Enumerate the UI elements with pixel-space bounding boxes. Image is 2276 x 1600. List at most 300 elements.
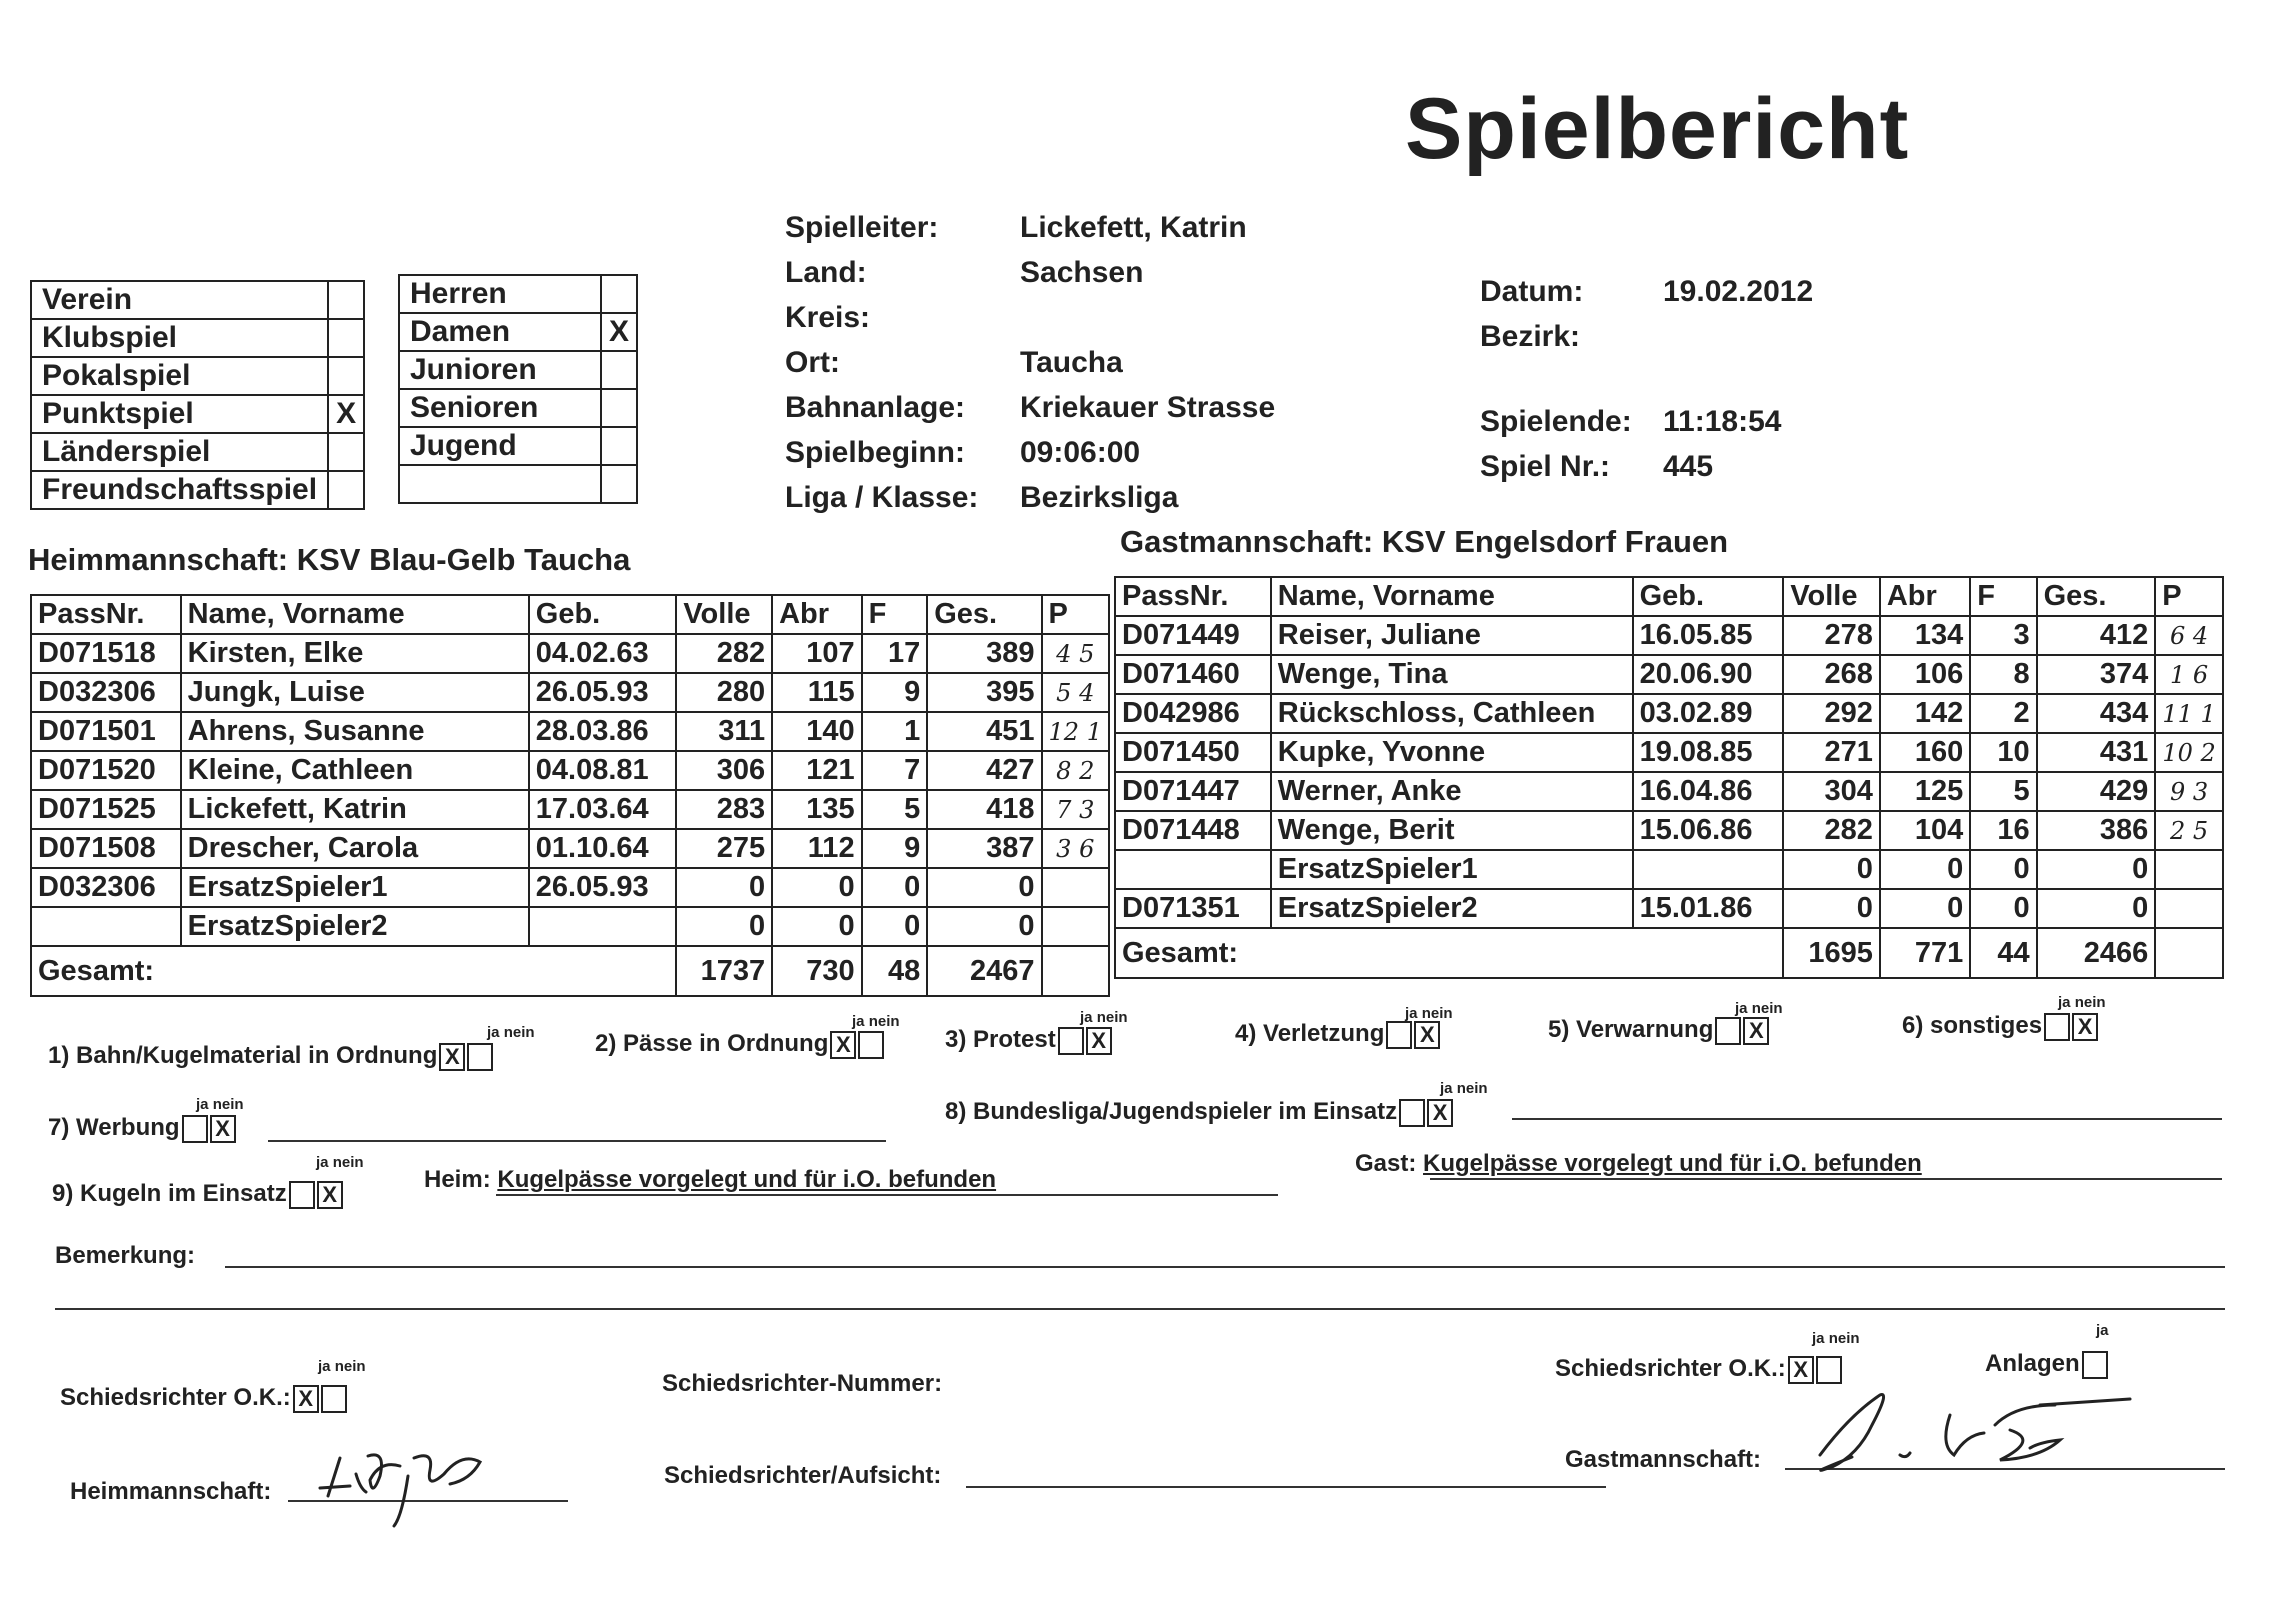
nein-caption: nein bbox=[212, 1096, 244, 1113]
geb-cell: 15.06.86 bbox=[1633, 811, 1784, 850]
question-label: 1) Bahn/Kugelmaterial in Ordnung bbox=[48, 1042, 438, 1069]
pass-cell bbox=[31, 907, 181, 946]
ges-cell: 0 bbox=[2037, 850, 2156, 889]
yn-caption bbox=[1812, 1330, 1860, 1347]
abr-cell: 135 bbox=[772, 790, 862, 829]
sr-ok-left bbox=[60, 1384, 347, 1413]
name-cell: Drescher, Carola bbox=[181, 829, 529, 868]
q9-ja-checkbox[interactable] bbox=[289, 1181, 315, 1209]
ges-cell: 387 bbox=[927, 829, 1041, 868]
game-type-mark bbox=[328, 433, 364, 471]
anlagen-label: Anlagen bbox=[1985, 1350, 2080, 1377]
meta-row bbox=[785, 208, 1275, 253]
name-cell: Ahrens, Susanne bbox=[181, 712, 529, 751]
game-type-row bbox=[31, 319, 364, 357]
f-cell: 5 bbox=[1970, 772, 2036, 811]
geb-cell: 26.05.93 bbox=[529, 673, 677, 712]
question-label: 5) Verwarnung bbox=[1548, 1016, 1714, 1043]
yn-caption bbox=[852, 1013, 900, 1030]
volle-cell: 306 bbox=[676, 751, 772, 790]
table-row bbox=[31, 634, 1109, 673]
game-type-row bbox=[31, 357, 364, 395]
meta-label: Spielbeginn: bbox=[785, 436, 965, 469]
sr-ok-left-ja-checkbox[interactable]: X bbox=[293, 1385, 319, 1413]
question-6 bbox=[1902, 1012, 2098, 1041]
abr-cell: 106 bbox=[1880, 655, 1970, 694]
nein-caption: nein bbox=[1751, 1000, 1783, 1017]
col-header: PassNr. bbox=[31, 595, 181, 634]
game-type-mark bbox=[328, 319, 364, 357]
ges-cell: 434 bbox=[2037, 694, 2156, 733]
meta-row bbox=[785, 253, 1275, 298]
name-cell: Wenge, Berit bbox=[1271, 811, 1633, 850]
f-cell: 10 bbox=[1970, 733, 2036, 772]
ja-caption: ja bbox=[852, 1013, 865, 1030]
category-label: Herren bbox=[399, 275, 601, 313]
q5-nein-checkbox[interactable]: X bbox=[1743, 1017, 1769, 1045]
nein-caption: nein bbox=[1096, 1009, 1128, 1026]
bemerkung-label: Bemerkung: bbox=[55, 1242, 196, 1269]
table-header-row bbox=[1115, 577, 2223, 616]
ja-caption: ja bbox=[2058, 994, 2071, 1011]
q2-nein-checkbox[interactable] bbox=[858, 1031, 884, 1059]
pass-cell: D032306 bbox=[31, 868, 181, 907]
table-row bbox=[1115, 694, 2223, 733]
question-5 bbox=[1548, 1016, 1769, 1045]
q4-nein-checkbox[interactable]: X bbox=[1414, 1021, 1440, 1049]
col-header: Name, Vorname bbox=[1271, 577, 1633, 616]
q7-ja-checkbox[interactable] bbox=[182, 1115, 208, 1143]
home-table bbox=[30, 594, 1110, 997]
q9-nein-checkbox[interactable]: X bbox=[317, 1181, 343, 1209]
abr-cell: 134 bbox=[1880, 616, 1970, 655]
game-type-row bbox=[31, 471, 364, 509]
category-row bbox=[399, 427, 637, 465]
meta-label: Spiel Nr.: bbox=[1480, 450, 1611, 483]
geb-cell: 26.05.93 bbox=[529, 868, 677, 907]
guest-table bbox=[1114, 576, 2224, 979]
anlagen bbox=[1985, 1350, 2108, 1379]
pass-cell: D071518 bbox=[31, 634, 181, 673]
game-type-mark: X bbox=[328, 395, 364, 433]
ges-cell: 395 bbox=[927, 673, 1041, 712]
pass-cell: D071447 bbox=[1115, 772, 1271, 811]
q7-nein-checkbox[interactable]: X bbox=[210, 1115, 236, 1143]
total-label: Gesamt: bbox=[31, 946, 676, 996]
q1-ja-checkbox[interactable]: X bbox=[439, 1043, 465, 1071]
meta-row bbox=[785, 478, 1275, 523]
ja-caption: ja bbox=[318, 1358, 331, 1375]
table-row bbox=[31, 868, 1109, 907]
table-row bbox=[31, 712, 1109, 751]
points-cell bbox=[1042, 907, 1109, 946]
f-cell: 0 bbox=[1970, 889, 2036, 928]
meta-label: Land: bbox=[785, 256, 867, 289]
q5-ja-checkbox[interactable] bbox=[1715, 1017, 1741, 1045]
pass-cell: D071450 bbox=[1115, 733, 1271, 772]
meta-row bbox=[785, 298, 1275, 343]
meta-label: Bezirk: bbox=[1480, 320, 1581, 353]
yn-caption bbox=[318, 1358, 366, 1375]
yn-caption bbox=[1440, 1080, 1488, 1097]
points-cell: 12 1 bbox=[1042, 712, 1109, 751]
meta-value: 11:18:54 bbox=[1663, 405, 1782, 438]
col-header: PassNr. bbox=[1115, 577, 1271, 616]
home-team-label: Heimmannschaft: KSV Blau-Gelb Taucha bbox=[28, 542, 631, 577]
heim-note-label: Heim: bbox=[424, 1166, 491, 1193]
f-cell: 9 bbox=[862, 673, 928, 712]
ja-caption: ja bbox=[1440, 1080, 1453, 1097]
werbung-line bbox=[268, 1140, 886, 1142]
yn-caption bbox=[487, 1024, 535, 1041]
game-type-label: Verein bbox=[31, 281, 328, 319]
einsatz-line bbox=[1512, 1118, 2222, 1120]
col-header: Volle bbox=[1783, 577, 1879, 616]
question-label: 9) Kugeln im Einsatz bbox=[52, 1180, 287, 1207]
heim-note: Kugelpässe vorgelegt und für i.O. befunden bbox=[497, 1166, 997, 1193]
page-title: Spielbericht bbox=[1405, 81, 1910, 177]
volle-cell: 0 bbox=[676, 868, 772, 907]
meta-row bbox=[785, 433, 1275, 478]
sr-ok-right-nein-checkbox[interactable] bbox=[1816, 1356, 1842, 1384]
q6-nein-checkbox[interactable]: X bbox=[2072, 1013, 2098, 1041]
game-type-row bbox=[31, 395, 364, 433]
nein-caption: nein bbox=[2074, 994, 2106, 1011]
abr-cell: 160 bbox=[1880, 733, 1970, 772]
abr-cell: 140 bbox=[772, 712, 862, 751]
col-header: F bbox=[1970, 577, 2036, 616]
abr-cell: 0 bbox=[772, 907, 862, 946]
gast-signature bbox=[1800, 1385, 2140, 1485]
table-row bbox=[1115, 889, 2223, 928]
f-cell: 0 bbox=[862, 868, 928, 907]
gast-note-label: Gast: bbox=[1355, 1150, 1417, 1177]
f-cell: 0 bbox=[1970, 850, 2036, 889]
pass-cell: D042986 bbox=[1115, 694, 1271, 733]
q4-ja-checkbox[interactable] bbox=[1386, 1021, 1412, 1049]
yn-caption bbox=[1405, 1005, 1453, 1022]
f-cell: 7 bbox=[862, 751, 928, 790]
question-3 bbox=[945, 1026, 1112, 1055]
ja-caption: ja bbox=[1812, 1330, 1825, 1347]
name-cell: Kupke, Yvonne bbox=[1271, 733, 1633, 772]
heim-note-row bbox=[424, 1166, 996, 1194]
table-row bbox=[1115, 811, 2223, 850]
category-row bbox=[399, 351, 637, 389]
points-cell bbox=[2155, 889, 2223, 928]
ges-cell: 374 bbox=[2037, 655, 2156, 694]
q3-nein-checkbox[interactable]: X bbox=[1086, 1027, 1112, 1055]
sr-ok-left-nein-checkbox[interactable] bbox=[321, 1385, 347, 1413]
yn-caption bbox=[1735, 1000, 1783, 1017]
meta-left bbox=[785, 208, 1275, 523]
ges-cell: 451 bbox=[927, 712, 1041, 751]
points-cell: 1 6 bbox=[2155, 655, 2223, 694]
q2-ja-checkbox[interactable]: X bbox=[830, 1031, 856, 1059]
table-row bbox=[31, 751, 1109, 790]
sr-ok-label: Schiedsrichter O.K.: bbox=[60, 1384, 291, 1411]
name-cell: Lickefett, Katrin bbox=[181, 790, 529, 829]
abr-cell: 125 bbox=[1880, 772, 1970, 811]
points-cell: 3 6 bbox=[1042, 829, 1109, 868]
ges-cell: 418 bbox=[927, 790, 1041, 829]
table-row bbox=[1115, 772, 2223, 811]
name-cell: Kleine, Cathleen bbox=[181, 751, 529, 790]
game-type-label: Länderspiel bbox=[31, 433, 328, 471]
table-row bbox=[1115, 655, 2223, 694]
ges-cell: 0 bbox=[2037, 889, 2156, 928]
col-header: Ges. bbox=[2037, 577, 2156, 616]
pass-cell: D032306 bbox=[31, 673, 181, 712]
category-label bbox=[399, 465, 601, 503]
nein-caption: nein bbox=[1421, 1005, 1453, 1022]
table-row bbox=[1115, 616, 2223, 655]
table-row bbox=[1115, 850, 2223, 889]
aufsicht-signature-line[interactable] bbox=[966, 1486, 1606, 1488]
game-type-label: Klubspiel bbox=[31, 319, 328, 357]
volle-cell: 311 bbox=[676, 712, 772, 751]
abr-cell: 0 bbox=[772, 868, 862, 907]
name-cell: ErsatzSpieler2 bbox=[181, 907, 529, 946]
ges-cell: 427 bbox=[927, 751, 1041, 790]
category-label: Jugend bbox=[399, 427, 601, 465]
name-cell: Rückschloss, Cathleen bbox=[1271, 694, 1633, 733]
question-8 bbox=[945, 1098, 1453, 1127]
question-label: 6) sonstiges bbox=[1902, 1012, 2043, 1039]
yn-caption bbox=[2058, 994, 2106, 1011]
geb-cell bbox=[529, 907, 677, 946]
name-cell: Wenge, Tina bbox=[1271, 655, 1633, 694]
f-cell: 2 bbox=[1970, 694, 2036, 733]
meta-label: Ort: bbox=[785, 346, 840, 379]
name-cell: Werner, Anke bbox=[1271, 772, 1633, 811]
col-header: Geb. bbox=[1633, 577, 1784, 616]
meta-value: Lickefett, Katrin bbox=[1020, 211, 1247, 244]
points-cell: 4 5 bbox=[1042, 634, 1109, 673]
col-header: Volle bbox=[676, 595, 772, 634]
q3-ja-checkbox[interactable] bbox=[1058, 1027, 1084, 1055]
meta-row bbox=[1480, 317, 1813, 362]
volle-cell: 292 bbox=[1783, 694, 1879, 733]
volle-cell: 271 bbox=[1783, 733, 1879, 772]
col-header: P bbox=[1042, 595, 1109, 634]
meta-row bbox=[785, 388, 1275, 433]
total-ges: 2466 bbox=[2037, 928, 2156, 978]
geb-cell: 28.03.86 bbox=[529, 712, 677, 751]
sr-ok-label: Schiedsrichter O.K.: bbox=[1555, 1355, 1786, 1382]
table-row bbox=[31, 829, 1109, 868]
gast-signature-label: Gastmannschaft: bbox=[1565, 1446, 1762, 1473]
pass-cell: D071460 bbox=[1115, 655, 1271, 694]
meta-value: Bezirksliga bbox=[1020, 481, 1179, 514]
category-row bbox=[399, 465, 637, 503]
question-label: 2) Pässe in Ordnung bbox=[595, 1030, 829, 1057]
geb-cell: 15.01.86 bbox=[1633, 889, 1784, 928]
geb-cell: 04.02.63 bbox=[529, 634, 677, 673]
table-row bbox=[31, 673, 1109, 712]
meta-label: Spielleiter: bbox=[785, 211, 939, 244]
name-cell: Jungk, Luise bbox=[181, 673, 529, 712]
abr-cell: 0 bbox=[1880, 850, 1970, 889]
sr-ok-right-ja-checkbox[interactable]: X bbox=[1788, 1356, 1814, 1384]
abr-cell: 121 bbox=[772, 751, 862, 790]
name-cell: ErsatzSpieler1 bbox=[1271, 850, 1633, 889]
geb-cell: 01.10.64 bbox=[529, 829, 677, 868]
nein-caption: nein bbox=[332, 1154, 364, 1171]
anlagen-ja-checkbox[interactable] bbox=[2082, 1351, 2108, 1379]
bemerkung-line-1[interactable] bbox=[225, 1266, 2225, 1268]
meta-value: Sachsen bbox=[1020, 256, 1144, 289]
q1-nein-checkbox[interactable] bbox=[467, 1043, 493, 1071]
ges-cell: 389 bbox=[927, 634, 1041, 673]
category-row bbox=[399, 389, 637, 427]
volle-cell: 0 bbox=[1783, 889, 1879, 928]
question-label: 7) Werbung bbox=[48, 1114, 180, 1141]
volle-cell: 278 bbox=[1783, 616, 1879, 655]
category-mark bbox=[601, 427, 637, 465]
total-row bbox=[1115, 928, 2223, 978]
col-header: Name, Vorname bbox=[181, 595, 529, 634]
ges-cell: 386 bbox=[2037, 811, 2156, 850]
game-type-mark bbox=[328, 471, 364, 509]
meta-value: Taucha bbox=[1020, 346, 1123, 379]
game-type-mark bbox=[328, 357, 364, 395]
col-header: Abr bbox=[1880, 577, 1970, 616]
game-type-row bbox=[31, 433, 364, 471]
nein-caption: nein bbox=[1456, 1080, 1488, 1097]
q6-ja-checkbox[interactable] bbox=[2044, 1013, 2070, 1041]
volle-cell: 282 bbox=[1783, 811, 1879, 850]
total-label: Gesamt: bbox=[1115, 928, 1783, 978]
volle-cell: 282 bbox=[676, 634, 772, 673]
ja-caption: ja bbox=[1735, 1000, 1748, 1017]
meta-row bbox=[785, 343, 1275, 388]
question-label: 4) Verletzung bbox=[1235, 1020, 1385, 1047]
abr-cell: 104 bbox=[1880, 811, 1970, 850]
col-header: Geb. bbox=[529, 595, 677, 634]
meta-row bbox=[1480, 272, 1813, 317]
yn-caption bbox=[316, 1154, 364, 1171]
geb-cell: 20.06.90 bbox=[1633, 655, 1784, 694]
volle-cell: 283 bbox=[676, 790, 772, 829]
table-row bbox=[31, 907, 1109, 946]
meta-label: Datum: bbox=[1480, 275, 1584, 308]
abr-cell: 112 bbox=[772, 829, 862, 868]
pass-cell: D071520 bbox=[31, 751, 181, 790]
f-cell: 17 bbox=[862, 634, 928, 673]
points-cell bbox=[1042, 868, 1109, 907]
nein-caption: nein bbox=[503, 1024, 535, 1041]
table-header-row bbox=[31, 595, 1109, 634]
total-volle: 1695 bbox=[1783, 928, 1879, 978]
category-label: Junioren bbox=[399, 351, 601, 389]
volle-cell: 0 bbox=[676, 907, 772, 946]
meta-label: Bahnanlage: bbox=[785, 391, 966, 424]
geb-cell: 17.03.64 bbox=[529, 790, 677, 829]
q8-ja-checkbox[interactable] bbox=[1399, 1099, 1425, 1127]
pass-cell: D071508 bbox=[31, 829, 181, 868]
geb-cell: 04.08.81 bbox=[529, 751, 677, 790]
points-cell: 5 4 bbox=[1042, 673, 1109, 712]
question-1 bbox=[48, 1042, 493, 1071]
ges-cell: 412 bbox=[2037, 616, 2156, 655]
f-cell: 1 bbox=[862, 712, 928, 751]
name-cell: Reiser, Juliane bbox=[1271, 616, 1633, 655]
meta-value: 445 bbox=[1663, 450, 1714, 483]
category-row bbox=[399, 275, 637, 313]
pass-cell: D071525 bbox=[31, 790, 181, 829]
col-header: Abr bbox=[772, 595, 862, 634]
col-header: F bbox=[862, 595, 928, 634]
heim-signature bbox=[310, 1436, 550, 1531]
category-mark bbox=[601, 351, 637, 389]
category-mark bbox=[601, 275, 637, 313]
question-7 bbox=[48, 1114, 236, 1143]
total-abr: 730 bbox=[772, 946, 862, 996]
table-row bbox=[31, 790, 1109, 829]
volle-cell: 275 bbox=[676, 829, 772, 868]
volle-cell: 268 bbox=[1783, 655, 1879, 694]
points-cell: 6 4 bbox=[2155, 616, 2223, 655]
volle-cell: 0 bbox=[1783, 850, 1879, 889]
ja-caption: ja bbox=[196, 1096, 209, 1113]
ja-caption: ja bbox=[316, 1154, 329, 1171]
ja-caption: ja bbox=[1080, 1009, 1093, 1026]
nein-caption: nein bbox=[868, 1013, 900, 1030]
nein-caption: nein bbox=[1828, 1330, 1860, 1347]
geb-cell: 19.08.85 bbox=[1633, 733, 1784, 772]
meta-label: Kreis: bbox=[785, 301, 871, 334]
geb-cell: 16.05.85 bbox=[1633, 616, 1784, 655]
total-row bbox=[31, 946, 1109, 996]
meta-value: Kriekauer Strasse bbox=[1020, 391, 1276, 424]
volle-cell: 280 bbox=[676, 673, 772, 712]
sr-nummer-label: Schiedsrichter-Nummer: bbox=[662, 1370, 943, 1397]
yn-caption bbox=[2096, 1322, 2109, 1339]
guest-team-label: Gastmannschaft: KSV Engelsdorf Frauen bbox=[1120, 524, 1729, 559]
pass-cell: D071351 bbox=[1115, 889, 1271, 928]
game-type-label: Punktspiel bbox=[31, 395, 328, 433]
question-9 bbox=[52, 1180, 343, 1209]
game-type-label: Pokalspiel bbox=[31, 357, 328, 395]
abr-cell: 142 bbox=[1880, 694, 1970, 733]
ja-caption: ja bbox=[1405, 1005, 1418, 1022]
ges-cell: 0 bbox=[927, 868, 1041, 907]
geb-cell bbox=[1633, 850, 1784, 889]
col-header: P bbox=[2155, 577, 2223, 616]
question-2 bbox=[595, 1030, 884, 1059]
heim-note-line bbox=[496, 1194, 1278, 1196]
points-cell: 8 2 bbox=[1042, 751, 1109, 790]
bemerkung-line-2[interactable] bbox=[55, 1308, 2225, 1310]
game-type-mark bbox=[328, 281, 364, 319]
game-type-row bbox=[31, 281, 364, 319]
name-cell: ErsatzSpieler1 bbox=[181, 868, 529, 907]
name-cell: ErsatzSpieler2 bbox=[1271, 889, 1633, 928]
pass-cell: D071448 bbox=[1115, 811, 1271, 850]
f-cell: 5 bbox=[862, 790, 928, 829]
col-header: Ges. bbox=[927, 595, 1041, 634]
gast-note-row bbox=[1355, 1150, 1922, 1178]
table-row bbox=[1115, 733, 2223, 772]
points-cell: 11 1 bbox=[2155, 694, 2223, 733]
category-label: Damen bbox=[399, 313, 601, 351]
points-cell: 7 3 bbox=[1042, 790, 1109, 829]
ges-cell: 431 bbox=[2037, 733, 2156, 772]
f-cell: 0 bbox=[862, 907, 928, 946]
q8-nein-checkbox[interactable]: X bbox=[1427, 1099, 1453, 1127]
points-cell: 10 2 bbox=[2155, 733, 2223, 772]
